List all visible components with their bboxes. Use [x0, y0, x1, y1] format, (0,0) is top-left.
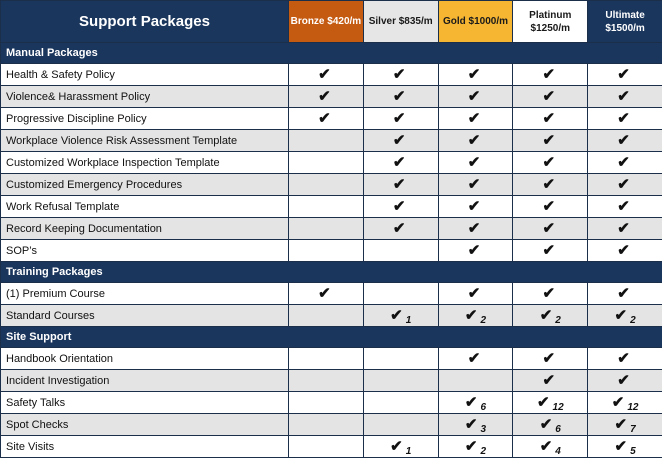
table-row: [1, 414, 662, 436]
tier-cell: [289, 86, 364, 108]
tier-label: Bronze $420/m: [290, 16, 362, 27]
tier-cell: [363, 174, 438, 196]
check-icon: ✔: [464, 394, 478, 411]
check-icon: ✔: [614, 307, 628, 324]
tier-cell: [438, 86, 513, 108]
tier-cell: [289, 283, 364, 305]
tier-cell: [289, 348, 364, 370]
table-row: [1, 305, 662, 327]
check-icon: ✔: [617, 372, 630, 389]
tier-cell: [363, 305, 438, 327]
header-row: [1, 1, 662, 43]
tier-cell: [513, 64, 588, 86]
table-row: [1, 86, 662, 108]
check-icon: ✔: [542, 198, 556, 215]
tier-cell: [588, 130, 662, 152]
tier-cell: [513, 348, 588, 370]
tier-cell: [513, 218, 588, 240]
tier-cell: [363, 392, 438, 414]
tier-cell: [513, 283, 588, 305]
quantity-count: 5: [630, 446, 636, 457]
row-label: Record Keeping Documentation: [1, 218, 289, 240]
row-label: SOP’s: [1, 240, 289, 262]
check-icon: ✔: [617, 285, 630, 302]
tier-cell: [588, 370, 662, 392]
check-icon: ✔: [318, 66, 331, 83]
tier-cell: [289, 240, 364, 262]
check-icon: ✔: [542, 88, 556, 105]
tier-platinum-header: [513, 1, 588, 43]
check-icon: ✔: [467, 176, 481, 193]
tier-cell: [363, 348, 438, 370]
tier-cell: [438, 414, 513, 436]
tier-cell: [438, 283, 513, 305]
tier-cell: [289, 436, 364, 458]
tier-cell: [513, 174, 588, 196]
tier-cell: [363, 64, 438, 86]
tier-cell: [289, 152, 364, 174]
tier-cell: [438, 240, 513, 262]
check-icon: ✔: [392, 220, 406, 237]
check-icon: ✔: [539, 416, 553, 433]
table-body: [1, 43, 662, 458]
row-label: Health & Safety Policy: [1, 64, 289, 86]
check-icon: ✔: [392, 154, 406, 171]
check-icon: ✔: [467, 66, 481, 83]
check-icon: ✔: [464, 438, 478, 455]
tier-cell: [289, 305, 364, 327]
check-icon: ✔: [464, 416, 478, 433]
check-icon: ✔: [467, 132, 481, 149]
check-icon: ✔: [390, 438, 403, 455]
tier-cell: [438, 152, 513, 174]
row-label: Progressive Discipline Policy: [1, 108, 289, 130]
row-label: Workplace Violence Risk Assessment Template: [1, 130, 289, 152]
tier-cell: [513, 130, 588, 152]
tier-cell: [588, 174, 662, 196]
check-icon: ✔: [542, 220, 556, 237]
tier-cell: [588, 152, 662, 174]
tier-cell: [438, 218, 513, 240]
check-icon: ✔: [617, 110, 630, 127]
check-icon: ✔: [617, 66, 630, 83]
tier-cell: [289, 130, 364, 152]
tier-cell: [513, 414, 588, 436]
table-row: [1, 218, 662, 240]
quantity-count: 3: [480, 424, 487, 435]
check-icon: ✔: [390, 307, 403, 324]
table-row: [1, 196, 662, 218]
table-row: [1, 436, 662, 458]
table-row: [1, 108, 662, 130]
check-icon: ✔: [617, 176, 630, 193]
check-icon: ✔: [392, 198, 406, 215]
check-icon: ✔: [467, 110, 481, 127]
tier-cell: [513, 86, 588, 108]
check-icon: ✔: [464, 307, 478, 324]
table-row: [1, 283, 662, 305]
table-row: [1, 370, 662, 392]
quantity-count: 1: [405, 446, 412, 457]
row-label: Work Refusal Template: [1, 196, 289, 218]
row-label: Violence& Harassment Policy: [1, 86, 289, 108]
tier-cell: [438, 436, 513, 458]
section-title: Training Packages: [1, 262, 662, 283]
tier-cell: [289, 392, 364, 414]
tier-gold-header: [438, 1, 513, 43]
tier-cell: [588, 196, 662, 218]
check-icon: ✔: [467, 285, 481, 302]
section-header: [1, 43, 662, 64]
row-label: Safety Talks: [1, 392, 289, 414]
tier-cell: [438, 305, 513, 327]
section-title: Manual Packages: [1, 43, 662, 64]
row-label: Site Visits: [1, 436, 289, 458]
check-icon: ✔: [617, 242, 630, 259]
tier-cell: [289, 370, 364, 392]
row-label: Standard Courses: [1, 305, 289, 327]
check-icon: ✔: [617, 132, 630, 149]
check-icon: ✔: [542, 132, 556, 149]
tier-cell: [588, 64, 662, 86]
tier-cell: [588, 218, 662, 240]
check-icon: ✔: [467, 242, 481, 259]
row-label: Customized Workplace Inspection Template: [1, 152, 289, 174]
tier-cell: [438, 174, 513, 196]
check-icon: ✔: [392, 110, 406, 127]
tier-cell: [438, 64, 513, 86]
section-header: [1, 327, 662, 348]
tier-cell: [438, 370, 513, 392]
check-icon: ✔: [542, 372, 556, 389]
tier-cell: [363, 240, 438, 262]
check-icon: ✔: [542, 242, 556, 259]
row-label: Customized Emergency Procedures: [1, 174, 289, 196]
table-row: [1, 392, 662, 414]
tier-cell: [438, 108, 513, 130]
check-icon: ✔: [392, 88, 406, 105]
quantity-count: 2: [555, 315, 561, 326]
tier-cell: [513, 436, 588, 458]
table-row: [1, 240, 662, 262]
row-label: (1) Premium Course: [1, 283, 289, 305]
tier-cell: [588, 436, 662, 458]
check-icon: ✔: [467, 88, 481, 105]
tier-cell: [363, 283, 438, 305]
tier-cell: [363, 370, 438, 392]
tier-cell: [438, 348, 513, 370]
tier-cell: [588, 240, 662, 262]
tier-cell: [363, 218, 438, 240]
check-icon: ✔: [392, 66, 406, 83]
check-icon: ✔: [539, 307, 553, 324]
tier-label: Silver $835/m: [368, 16, 433, 27]
check-icon: ✔: [617, 88, 630, 105]
tier-cell: [438, 392, 513, 414]
quantity-count: 1: [405, 315, 412, 326]
table-row: [1, 174, 662, 196]
tier-bronze-header: [289, 1, 364, 43]
quantity-count: 6: [555, 424, 561, 435]
check-icon: ✔: [467, 220, 481, 237]
check-icon: ✔: [542, 350, 556, 367]
check-icon: ✔: [614, 416, 628, 433]
check-icon: ✔: [542, 176, 556, 193]
check-icon: ✔: [392, 132, 406, 149]
row-label: Incident Investigation: [1, 370, 289, 392]
check-icon: ✔: [318, 110, 331, 127]
tier-cell: [588, 414, 662, 436]
check-icon: ✔: [318, 285, 331, 302]
table-row: [1, 130, 662, 152]
quantity-count: 2: [480, 315, 487, 326]
tier-cell: [513, 305, 588, 327]
tier-label: Platinum $1250/m: [529, 9, 572, 34]
tier-cell: [513, 196, 588, 218]
quantity-count: 4: [555, 446, 561, 457]
check-icon: ✔: [467, 198, 481, 215]
tier-silver-header: [363, 1, 438, 43]
check-icon: ✔: [467, 350, 481, 367]
check-icon: ✔: [617, 154, 630, 171]
check-icon: ✔: [392, 176, 406, 193]
row-label: Spot Checks: [1, 414, 289, 436]
check-icon: ✔: [539, 438, 553, 455]
tier-cell: [289, 174, 364, 196]
tier-label: Ultimate $1500/m: [605, 9, 645, 34]
tier-cell: [438, 196, 513, 218]
tier-cell: [588, 392, 662, 414]
table-title: Support Packages: [1, 1, 289, 43]
check-icon: ✔: [542, 154, 556, 171]
quantity-count: 2: [630, 315, 636, 326]
tier-cell: [363, 108, 438, 130]
quantity-count: 7: [630, 424, 636, 435]
section-header: [1, 262, 662, 283]
tier-cell: [363, 414, 438, 436]
table-row: [1, 348, 662, 370]
tier-cell: [588, 348, 662, 370]
check-icon: ✔: [536, 394, 550, 411]
check-icon: ✔: [617, 198, 630, 215]
row-label: Handbook Orientation: [1, 348, 289, 370]
check-icon: ✔: [542, 285, 556, 302]
table-row: [1, 152, 662, 174]
quantity-count: 12: [627, 402, 639, 413]
quantity-count: 2: [480, 446, 487, 457]
check-icon: ✔: [542, 66, 556, 83]
check-icon: ✔: [467, 154, 481, 171]
tier-cell: [513, 108, 588, 130]
check-icon: ✔: [617, 220, 630, 237]
check-icon: ✔: [617, 350, 630, 367]
tier-cell: [363, 196, 438, 218]
tier-cell: [513, 152, 588, 174]
tier-cell: [588, 305, 662, 327]
tier-cell: [289, 218, 364, 240]
check-icon: ✔: [318, 88, 331, 105]
tier-cell: [289, 414, 364, 436]
tier-cell: [289, 196, 364, 218]
quantity-count: 6: [480, 402, 487, 413]
check-icon: ✔: [614, 438, 628, 455]
tier-cell: [363, 86, 438, 108]
table-row: [1, 64, 662, 86]
tier-label: Gold $1000/m: [442, 16, 508, 27]
tier-cell: [289, 108, 364, 130]
tier-cell: [363, 436, 438, 458]
tier-ultimate-header: [588, 1, 662, 43]
check-icon: ✔: [542, 110, 556, 127]
section-title: Site Support: [1, 327, 662, 348]
tier-cell: [588, 283, 662, 305]
tier-cell: [363, 130, 438, 152]
tier-cell: [363, 152, 438, 174]
tier-cell: [513, 240, 588, 262]
tier-cell: [588, 86, 662, 108]
tier-cell: [513, 392, 588, 414]
tier-cell: [438, 130, 513, 152]
check-icon: ✔: [611, 394, 625, 411]
tier-cell: [513, 370, 588, 392]
tier-cell: [289, 64, 364, 86]
quantity-count: 12: [552, 402, 564, 413]
tier-cell: [588, 108, 662, 130]
